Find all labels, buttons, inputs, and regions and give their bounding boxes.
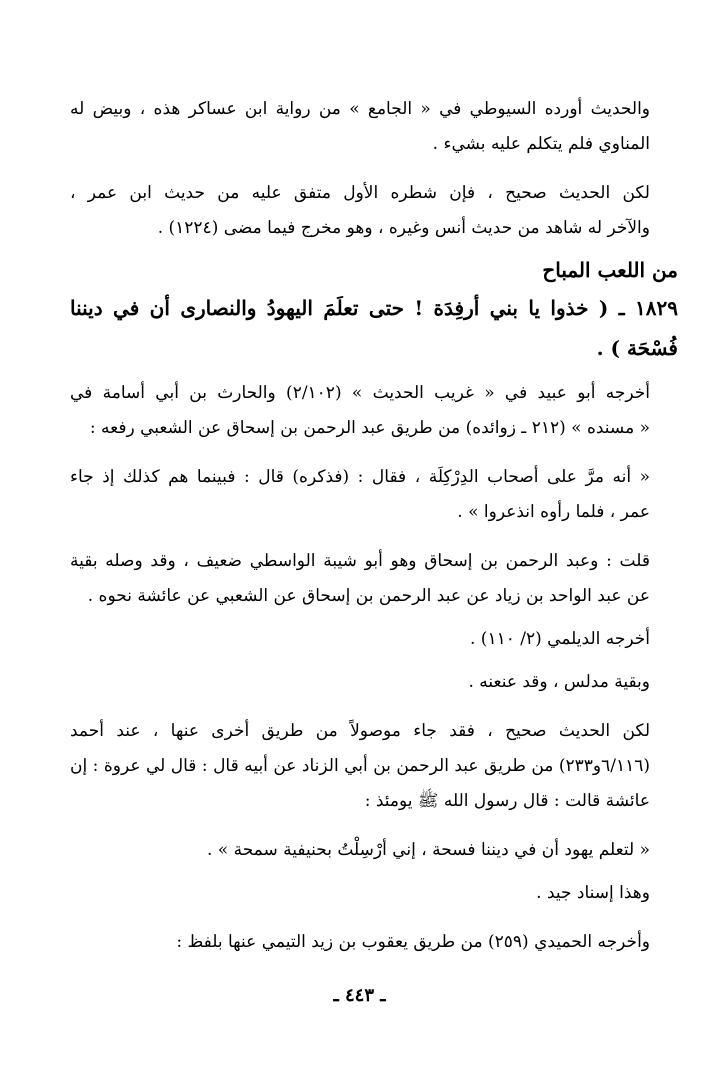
- paragraph-1: [70, 92, 678, 162]
- paragraph-9: [70, 833, 678, 868]
- text-line: « مسنده » (٢١٢ ـ زوائده) من طريق عبد الرحمن بن إسحاق عن الشعبي رفعه :: [89, 418, 650, 438]
- paragraph-11: [70, 925, 678, 960]
- paragraph-6: [70, 622, 678, 657]
- paragraph-5: [70, 544, 678, 614]
- text-line: المناوي فلم يتكلم عليه بشيء .: [432, 134, 650, 154]
- text-line: أخرجه الديلمي (٢/ ١١٠) .: [470, 629, 650, 649]
- text-line: والآخر له شاهد من حديث أنس وغيره ، وهو مخرج فيما مضى (١٢٢٤) .: [157, 218, 650, 238]
- text-line: وبقية مدلس ، وقد عنعنه .: [468, 672, 650, 692]
- text-line: أخرجه أبو عبيد في « غريب الحديث » (٢/١٠٢) والحارث بن أبي أسامة في: [70, 383, 650, 403]
- text-line: « أنه مرَّ على أصحاب الدِرْكِلَة ، فقال : (فذكره) قال : فبينما هم كذلك إذ جاء: [70, 467, 650, 487]
- text-line: وهذا إسناد جيد .: [536, 883, 650, 903]
- paragraph-4: [70, 460, 678, 530]
- hadith-text: [70, 288, 678, 368]
- text-line: وأخرجه الحميدي (٢٥٩) من طريق يعقوب بن زيد التيمي عنها بلفظ :: [176, 932, 650, 952]
- hadith-line: ١٨٢٩ ـ ( خذوا يا بني أرفِدَة ! حتى تعلَمَ اليهودُ والنصارى أن في ديننا: [70, 296, 678, 320]
- paragraph-8: [70, 714, 678, 819]
- paragraph-10: [70, 876, 678, 911]
- text-line: « لتعلم يهود أن في ديننا فسحة ، إني أرْسِلْتُ بحنيفية سمحة » .: [206, 840, 650, 860]
- text-line: والحديث أورده السيوطي في « الجامع » من رواية ابن عساكر هذه ، وبيض له: [70, 99, 650, 119]
- section-heading: من اللعب المباح: [542, 258, 678, 282]
- text-line: لكن الحديث صحيح ، فإن شطره الأول متفق عليه من حديث ابن عمر ،: [70, 183, 650, 203]
- text-line: لكن الحديث صحيح ، فقد جاء موصولاً من طريق أخرى عنها ، عند أحمد: [70, 721, 650, 741]
- page-number: ـ ٤٤٣ ـ: [333, 985, 386, 1006]
- text-line: عن عبد الواحد بن زياد عن عبد الرحمن بن إسحاق عن الشعبي عن عائشة نحوه .: [87, 586, 650, 606]
- paragraph-3: [70, 376, 678, 446]
- paragraph-2: [70, 176, 678, 246]
- paragraph-7: [70, 665, 678, 700]
- page-body: [70, 92, 678, 960]
- text-line: عمر ، فلما رأوه انذعروا » .: [457, 502, 650, 522]
- text-line: (٦/١١٦و٢٣٣) من طريق عبد الرحمن بن أبي الزناد عن أبيه قال : قال لي عروة : إن: [70, 756, 650, 776]
- text-line: قلت : وعبد الرحمن بن إسحاق وهو أبو شيبة الواسطي ضعيف ، وقد وصله بقية: [70, 551, 650, 571]
- text-line: عائشة قالت : قال رسول الله ﷺ يومئذ :: [364, 791, 650, 811]
- hadith-line: فُسْحَة ) .: [596, 336, 678, 360]
